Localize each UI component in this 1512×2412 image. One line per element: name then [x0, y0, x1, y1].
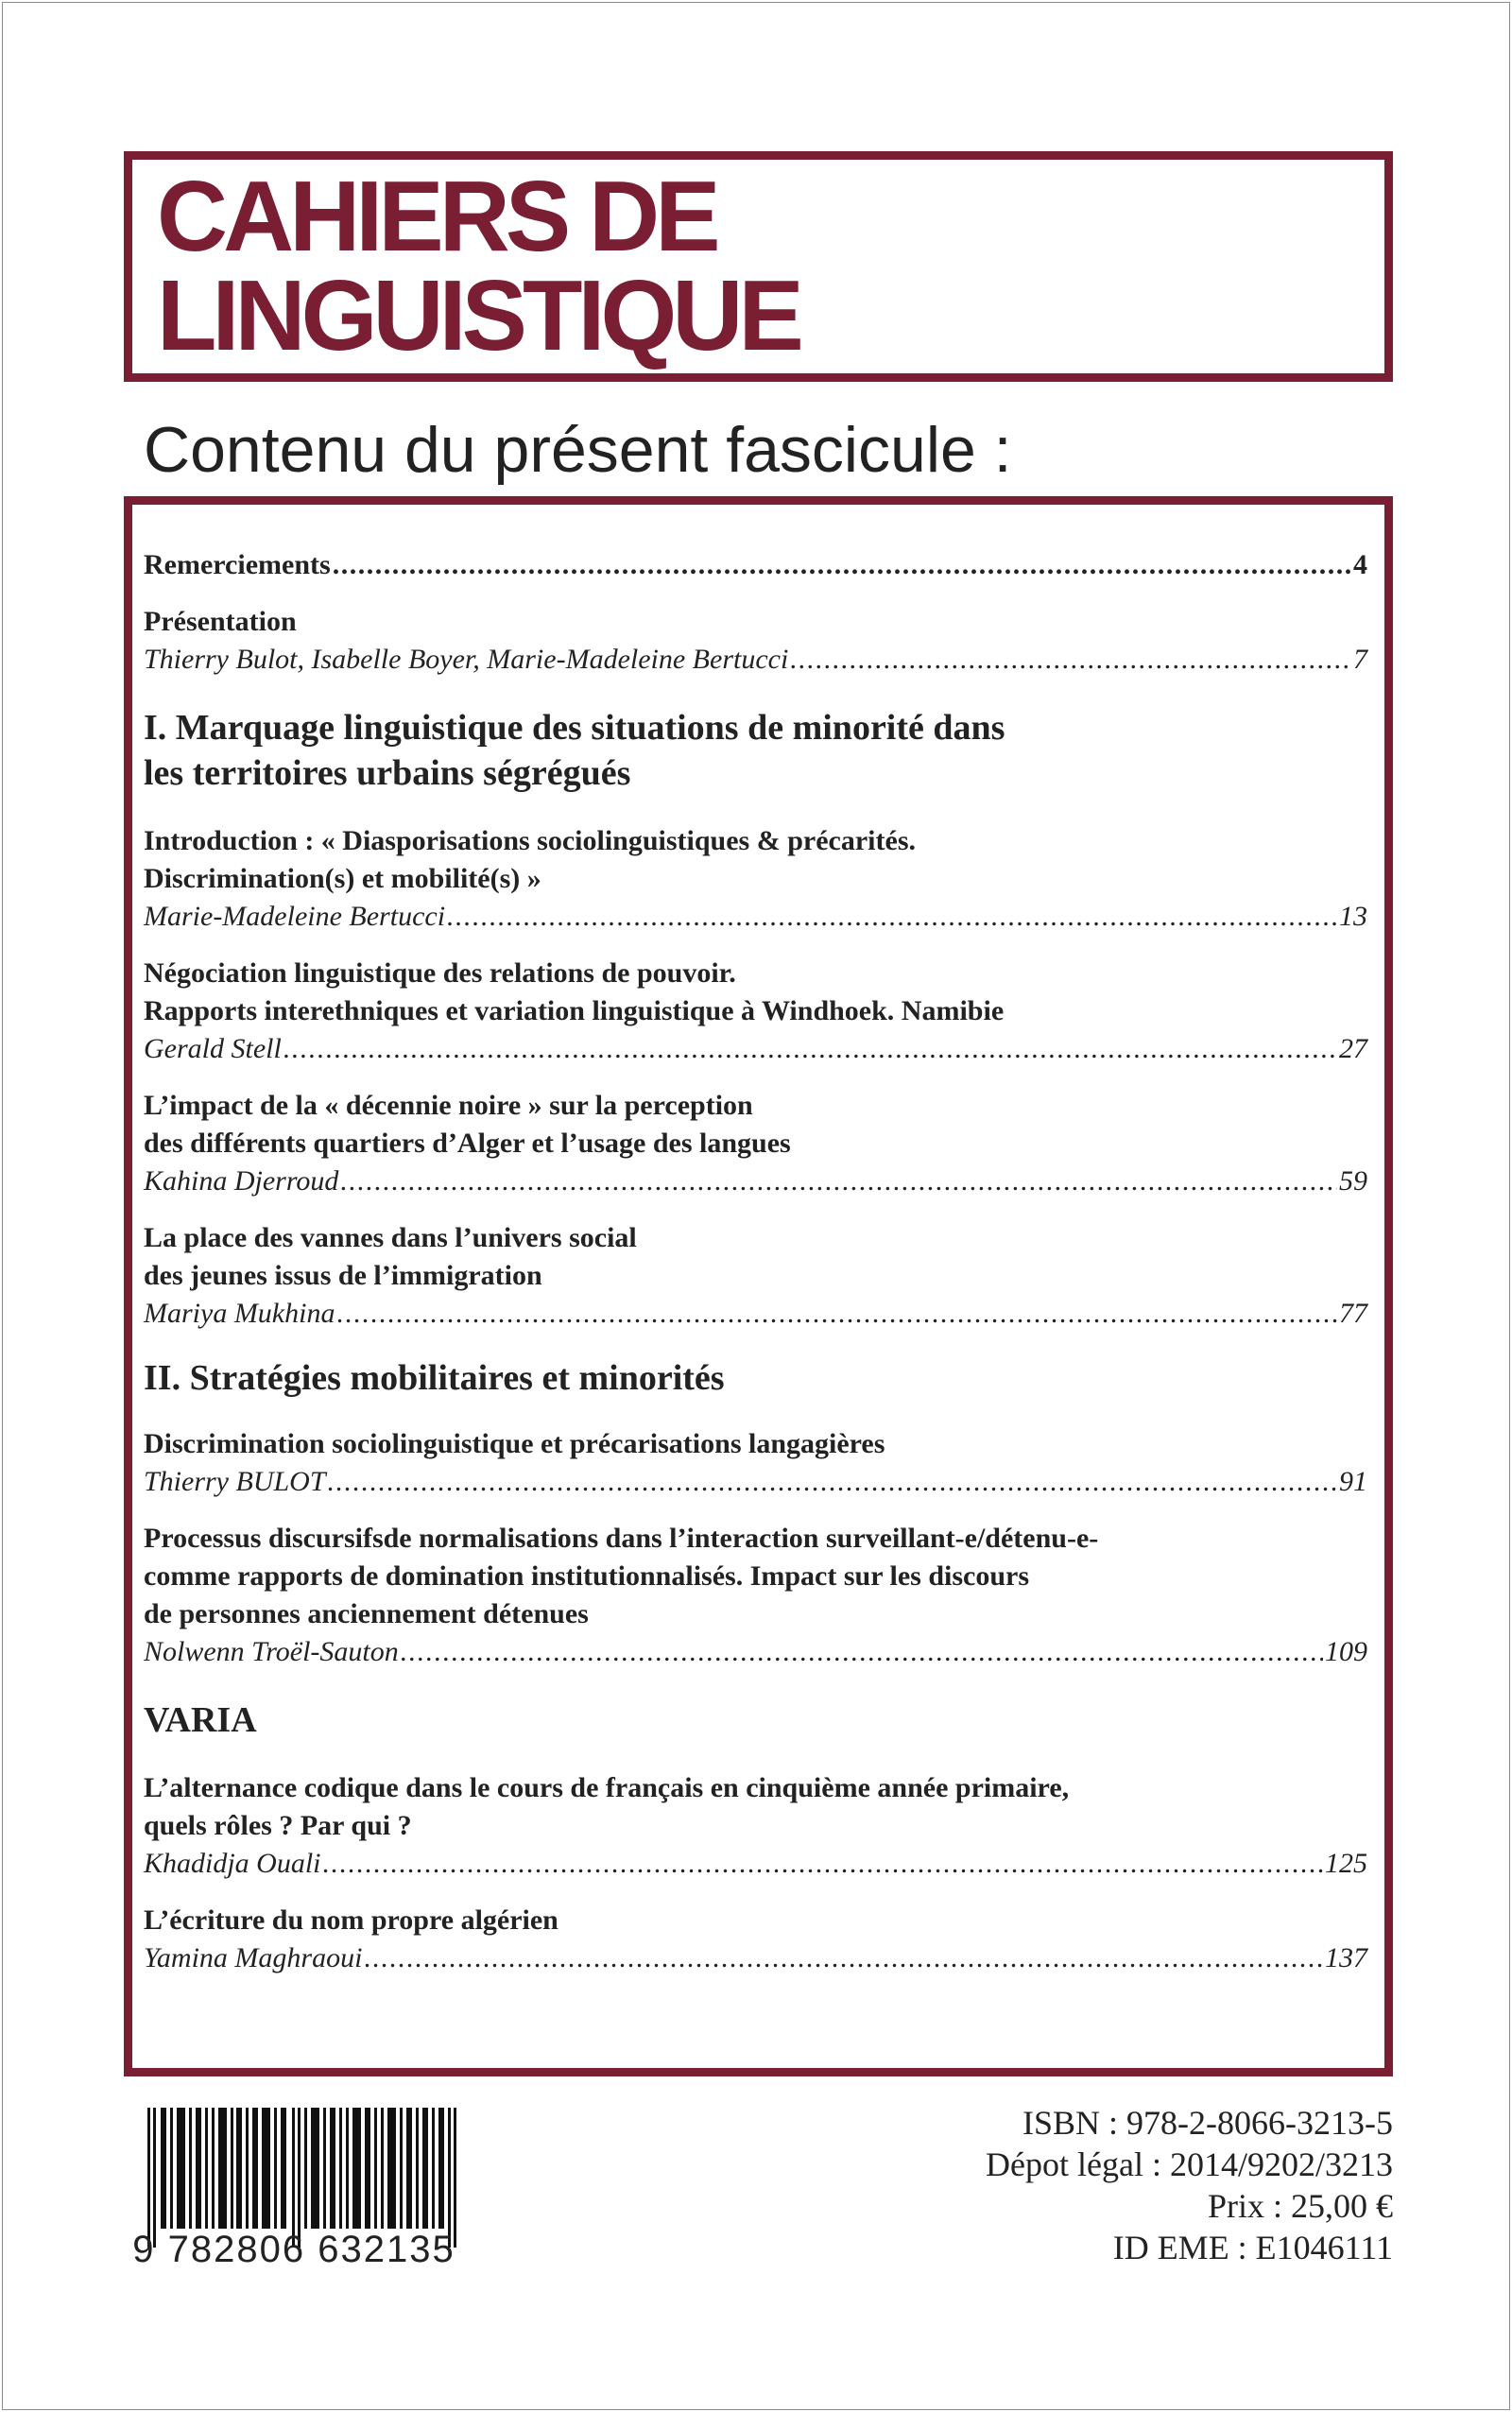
leader-dots: [323, 1845, 1323, 1883]
leader-dots: [336, 1295, 1337, 1333]
toc-section-2: II. Stratégies mobilitaires et minorités: [144, 1358, 725, 1398]
journal-title-line2: LINGUISTIQUE: [157, 260, 799, 371]
leader-dots: [284, 1030, 1337, 1068]
id-eme: ID EME : E1046111: [1112, 2229, 1393, 2266]
barcode-digits: 9 782806 632135: [132, 2229, 455, 2270]
leader-dots: [790, 641, 1351, 679]
depot-legal: Dépot légal : 2014/9202/3213: [986, 2145, 1393, 2183]
toc-section-varia: VARIA: [144, 1700, 257, 1740]
contents-heading: Contenu du présent fascicule :: [144, 414, 1012, 486]
leader-dots: [364, 1939, 1323, 1977]
publication-info: [986, 2102, 1393, 2268]
leader-dots: [328, 1463, 1337, 1501]
toc-entry: L’alternance codique dans le cours de français en cinquième année primaire, quels rôles ? Par qui ? Khadidja Ouali . . . 125: [144, 1769, 1367, 1883]
leader-dots: [401, 1633, 1323, 1671]
journal-title-box: [124, 151, 1393, 382]
price: Prix : 25,00 €: [1207, 2187, 1393, 2225]
toc-remerciements: Remerciements . . . 4: [144, 546, 1367, 584]
leader-dots: [447, 898, 1337, 936]
toc-entry: La place des vannes dans l’univers social des jeunes issus de l’immigration Mariya Mukhina . . . 77: [144, 1219, 1367, 1333]
table-of-contents: [144, 539, 1367, 1977]
journal-title-line1: CAHIERS DE: [157, 161, 716, 272]
toc-entry: Introduction : « Diasporisations sociolinguistiques & précarités. Discrimination(s) et mobilité(s) » Marie-Madeleine Bertucci . . . 13: [144, 822, 1367, 936]
leader-dots: [340, 1163, 1337, 1200]
toc-entry: Processus discursifsde normalisations dans l’interaction surveillant-e/détenu-e- comme rapports de domination institutionnalisés. Impact sur les discours de personnes anciennement détenues Nolwenn Troël-Sauton . . . 109: [144, 1520, 1367, 1671]
toc-entry: L’écriture du nom propre algérien Yamina Maghraoui . . . 137: [144, 1902, 1367, 1977]
toc-entry: Négociation linguistique des relations de pouvoir. Rapports interethniques et variation linguistique à Windhoek. Namibie Gerald Stell . . . 27: [144, 955, 1367, 1068]
isbn: ISBN : 978-2-8066-3213-5: [1022, 2104, 1393, 2142]
barcode: [146, 2108, 457, 2248]
toc-entry: L’impact de la « décennie noire » sur la perception des différents quartiers d’Alger et l’usage des langues Kahina Djerroud . . . 59: [144, 1087, 1367, 1200]
toc-section-1: I. Marquage linguistique des situations de minorité dans les territoires urbains ségrégués: [144, 708, 1005, 793]
toc-presentation: Présentation Thierry Bulot, Isabelle Boyer, Marie-Madeleine Bertucci . . . 7: [144, 603, 1367, 679]
toc-entry: Discrimination sociolinguistique et précarisations langagières Thierry BULOT . . . 91: [144, 1425, 1367, 1501]
journal-title: [157, 161, 799, 371]
leader-dots: [333, 546, 1351, 584]
